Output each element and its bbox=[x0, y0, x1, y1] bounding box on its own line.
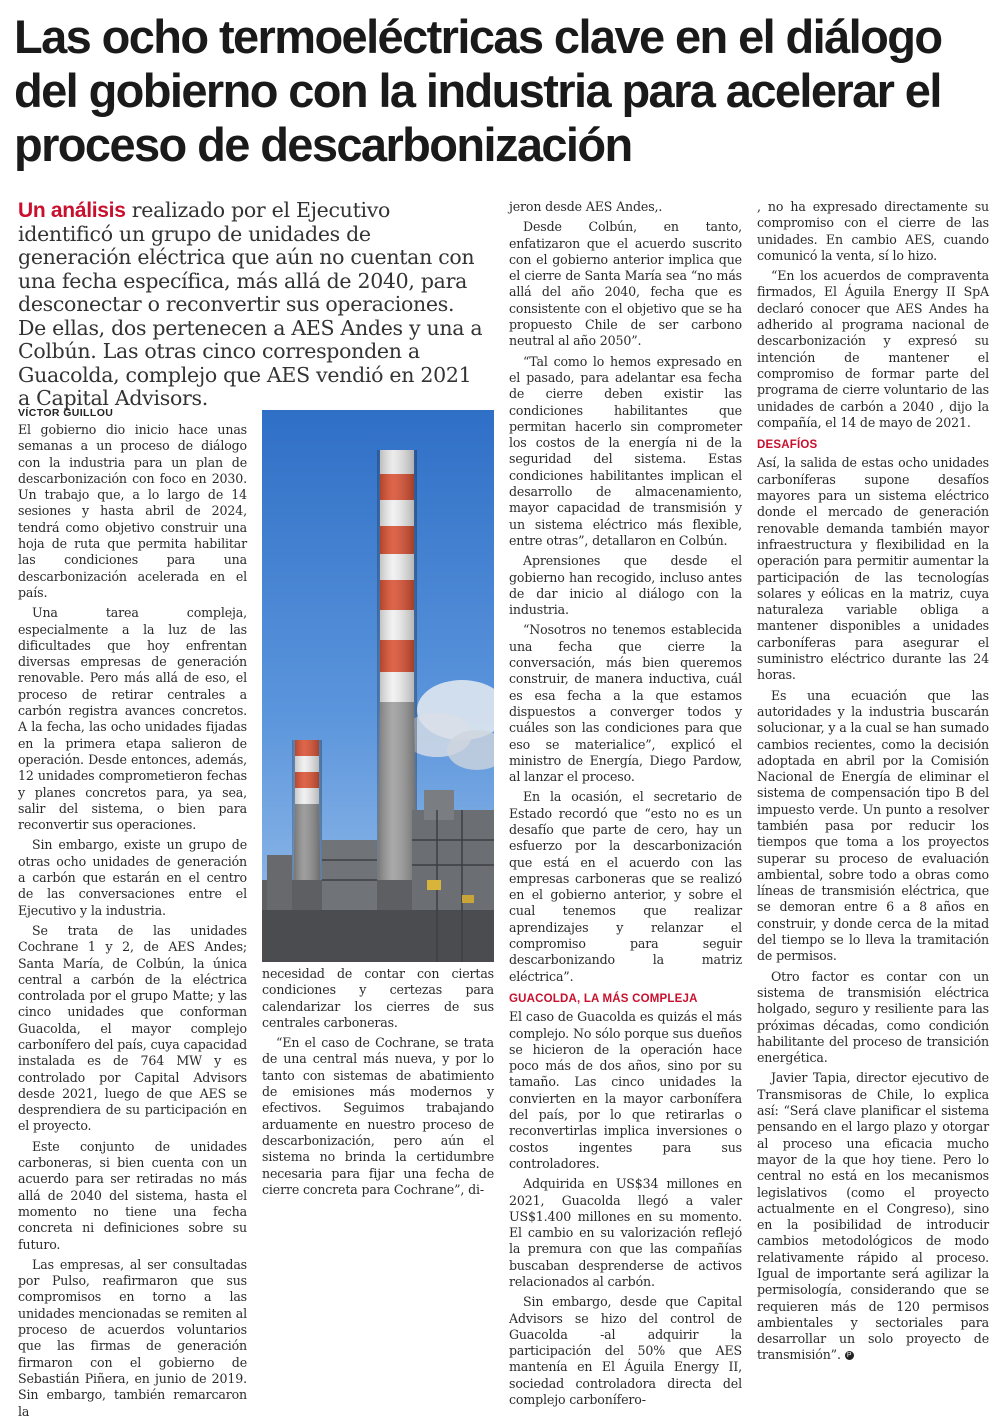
paragraph: El caso de Guacolda es quizás el más complejo. No sólo porque sus dueños se hicieron de la operación hace poco más de dos años, sino por su tamaño. Las cinco unidades la convierten en la mayor carbonífera del país, por lo que retirarlas o reconvertirlas implica inversiones o costos ingentes para sus controladores. bbox=[509, 1009, 742, 1171]
paragraph: “En el caso de Cochrane, se trata de una central más nueva, y por lo tanto con sistemas de abatimiento de emisiones más modernos y efectivos. Seguimos trabajando arduamente en nuestro proceso de descarbonización, pero aún el sistema no brinda la certidumbre necesaria para fijar una fecha de cierre concreta para Cochrane”, di- bbox=[262, 1035, 494, 1197]
article-column-2 bbox=[262, 966, 494, 1202]
byline: VÍCTOR GUILLOU bbox=[18, 407, 114, 419]
paragraph: Adquirida en US$34 millones en 2021, Guacolda llegó a valer US$1.400 millones en su momento. El cambio en su valorización reflejó la premura con que las compañías buscaban desprenderse de activos relacionados al carbón. bbox=[509, 1176, 742, 1289]
smokestacks-illustration bbox=[262, 410, 494, 962]
article-column-3 bbox=[509, 199, 742, 1412]
article-column-1 bbox=[18, 422, 247, 1424]
paragraph: El gobierno dio inicio hace unas semanas a un proceso de diálogo con la industria para un plan de descarbonización con foco en 2030. Un trabajo que, a lo largo de 14 sesiones y hasta abril de 2024, tendrá como objetivo construir una hoja de ruta que permita habilitar las condiciones para una descarbonización acelerada en el país. bbox=[18, 422, 247, 600]
paragraph: Así, la salida de estas ocho unidades carboníferas supone desafíos mayores para un sistema eléctrico donde el mercado de generación renovable demanda también mayor infraestructura y flexibilidad en la operación para permitir aumentar la participación de las tecnologías solares y eólicas en la matriz, cuya naturaleza variable obliga a mantener disponibles a unidades carboníferas para asegurar el suministro eléctrico durante las 24 horas. bbox=[757, 455, 989, 683]
paragraph bbox=[757, 1070, 989, 1363]
lead-text: realizado por el Ejecutivo identificó un grupo de unidades de generación eléctrica que aún no cuentan con una fecha específica, más allá de 2040, para desconectar o reconvertir sus operaciones. De ellas, dos pertenecen a AES Andes y una a Colbún. Las otras cinco corresponden a Guacolda, complejo que AES vendió en 2021 a Capital Advisors. bbox=[18, 198, 483, 410]
end-of-article-icon: P bbox=[845, 1351, 854, 1360]
lead-paragraph bbox=[18, 199, 488, 411]
paragraph: Desde Colbún, en tanto, enfatizaron que el acuerdo suscrito con el gobierno anterior implica que el cierre de Santa María sea “no más allá del año 2040, fecha que es consistente con el objetivo que se ha propuesto Chile de ser carbono neutral al año 2050”. bbox=[509, 219, 742, 349]
subheading-guacolda: GUACOLDA, LA MÁS COMPLEJA bbox=[509, 992, 698, 1005]
paragraph: Otro factor es contar con un sistema de transmisión eléctrica holgado, seguro y resiliente para las próximas décadas, como condición habilitante del proceso de transición energética. bbox=[757, 968, 989, 1066]
paragraph: Una tarea compleja, especialmente a la luz de las dificultades que hoy enfrentan diversas empresas de generación renovable. Pero más allá de eso, el proceso de retirar centrales a carbón registra avances concretos. A la fecha, las ocho unidades fijadas en la primera etapa salieron de operación. Desde entonces, además, 12 unidades comprometieron fechas y planes concretos para, ya sea, salir del sistema, o bien para reconvertir sus operaciones. bbox=[18, 605, 247, 833]
paragraph: “En los acuerdos de compraventa firmados, El Águila Energy II SpA declaró conocer que AES Andes ha adherido al programa nacional de descarbonización y expresó su intención de mantener el compromiso de formar parte del programa de cierre voluntario de las unidades de carbón a 2040 , dijo la compañía, el 14 de mayo de 2021. bbox=[757, 268, 989, 430]
paragraph: Es una ecuación que las autoridades y la industria buscarán solucionar, y a la cual se han sumado cambios recientes, como la decisión adoptada en abril por la Comisión Nacional de Energía de eliminar el sistema de compensación tipo B del impuesto verde. Un punto a resolver también pasa por reducir los tiempos que toma a los proyectos superar su proceso de evaluación ambiental, sobre todo a obras como líneas de transmisión eléctrica, que se demoran entre 6 a 8 años en construir, y donde cerca de la mitad del tiempo se lo lleva la tramitación de permisos. bbox=[757, 687, 989, 964]
paragraph: Sin embargo, existe un grupo de otras ocho unidades de generación a carbón que estarán en el centro de las conversaciones entre el Ejecutivo y la industria. bbox=[18, 837, 247, 918]
paragraph: “Tal como lo hemos expresado en el pasado, para adelantar esa fecha de cierre deben existir las condiciones habilitantes que permitan hacerlo sin comprometer los costos de la energía ni de la seguridad del sistema. Estas condiciones habilitantes implican el desarrollo de almacenamiento, mayor capacidad de transmisión y un sistema eléctrico más flexible, entre otras”, detallaron en Colbún. bbox=[509, 353, 742, 548]
headline: Las ocho termoeléctricas clave en el diálogo del gobierno con la industria para acelerar el proceso de descarbonización bbox=[14, 10, 942, 171]
paragraph: En la ocasión, el secretario de Estado recordó que “esto no es un desafío que parte de cero, hay un esfuerzo por la descarbonización que está en el acuerdo con las empresas carboneras que se realizó en el gobierno anterior, y sobre el cual tenemos que realizar aprendizajes y relanzar el compromiso para seguir descarbonizando la matriz eléctrica”. bbox=[509, 789, 742, 984]
article-column-4 bbox=[757, 199, 989, 1368]
paragraph: Aprensiones que desde el gobierno han recogido, incluso antes de dar inicio al diálogo con la industria. bbox=[509, 553, 742, 618]
paragraph: jeron desde AES Andes,. bbox=[509, 199, 663, 214]
paragraph: “Nosotros no tenemos establecida una fecha que cierre la conversación, más bien queremos construir, de manera inductiva, cuál es esa fecha a la que estamos dispuestos a converger todos y cuáles son las condiciones para que eso se materialice”, explicó el ministro de Energía, Diego Pardow, al lanzar el proceso. bbox=[509, 622, 742, 785]
paragraph: Sin embargo, desde que Capital Advisors se hizo del control de Guacolda -al adquirir la participación del 50% que AES mantenía en El Águila Energy II, sociedad controladora directa del complejo carbonífero- bbox=[509, 1294, 742, 1408]
paragraph: Se trata de las unidades Cochrane 1 y 2, de AES Andes; Santa María, de Colbún, la única central a carbón de la eléctrica controlada por el grupo Matte; y las cinco unidades que conforman Guacolda, el mayor complejo carbonífero del país, cuya capacidad instalada es de 764 MW y es controlado por Capital Advisors desde 2021, luego de que AES se desprendiera de su participación en el proyecto. bbox=[18, 922, 247, 1134]
paragraph-text: Javier Tapia, director ejecutivo de Transmisoras de Chile, lo explica así: “Será clave planificar el sistema pensando en el largo plazo y otorgar al proceso una eficacia mucho mayor de la que hoy tiene. Pero lo central no está en los mecanismos legislativos (como el proyecto actualmente en el Congreso), sino en la posibilidad de introducir cambios metodológicos de modo relativamente rápido al proceso. Igual de importante será agilizar la permisología, considerando que se requieren más de 120 permisos ambientales y sectoriales para desarrollar un solo proyecto de transmisión”. bbox=[757, 1070, 989, 1363]
power-plant-photo bbox=[262, 410, 494, 962]
paragraph: , no ha expresado directamente su compromiso con el cierre de las unidades. En cambio AES, cuando comunicó la venta, sí lo hizo. bbox=[757, 199, 989, 263]
paragraph: necesidad de contar con ciertas condiciones y certezas para calendarizar los cierres de sus centrales carboneras. bbox=[262, 966, 494, 1030]
paragraph: Las empresas, al ser consultadas por Pulso, reafirmaron que sus compromisos en torno a las unidades mencionadas se remiten al proceso de acuerdos voluntarios que las firmas de generación firmaron con el gobierno de Sebastián Piñera, en junio de 2019. Sin embargo, también remarcaron la bbox=[18, 1256, 247, 1419]
lead-kicker: Un análisis bbox=[18, 199, 126, 222]
paragraph: Este conjunto de unidades carboneras, si bien cuenta con un acuerdo para ser retiradas no más allá de 2040 del sistema, hasta el momento no tiene una fecha concreta ni definiciones sobre su futuro. bbox=[18, 1138, 247, 1252]
subheading-desafios: DESAFÍOS bbox=[757, 439, 818, 452]
